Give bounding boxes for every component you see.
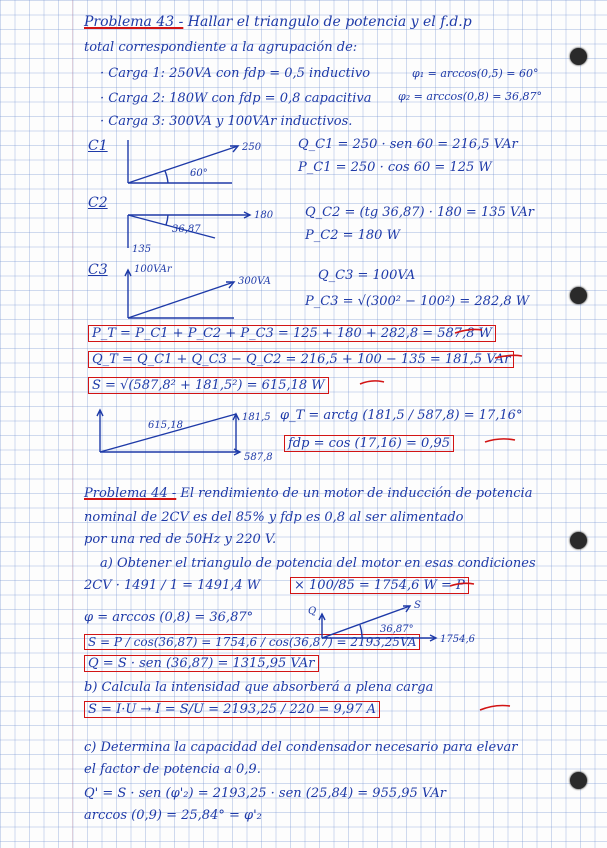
- p44-statement-3: por una red de 50Hz y 220 V.: [84, 532, 277, 547]
- p44-phi: φ = arccos (0,8) = 36,87°: [84, 610, 254, 625]
- c3-label: C3: [88, 262, 108, 278]
- st-total: S = √(587,8² + 181,5²) = 615,18 W: [88, 378, 329, 394]
- p43-phi2-note: φ₂ = arccos(0,8) = 36,87°: [398, 90, 543, 103]
- p44-part-c-2: el factor de potencia a 0,9.: [84, 762, 261, 777]
- tri-p-label: 587,8: [244, 452, 273, 463]
- tri-q-label: 181,5: [242, 412, 271, 423]
- p43-title: Problema 43 -: [84, 14, 184, 30]
- p44-calc-p: 2CV · 1491 / 1 = 1491,4 W: [84, 578, 261, 593]
- c1-label: C1: [88, 138, 108, 154]
- p44-tri-s: S: [414, 600, 421, 611]
- p44-c-calc-2: arccos (0,9) = 25,84° = φ'₂: [84, 808, 262, 823]
- p44-title: Problema 44 -: [84, 486, 177, 501]
- p44-calc-p2: × 100/85 = 1754,6 W = P: [290, 578, 469, 594]
- c2-p-label: 180: [254, 210, 274, 221]
- q3-calc: Q_C3 = 100VA: [318, 268, 416, 283]
- c2-angle: 36,87: [172, 224, 201, 235]
- c2-q-label: 135: [132, 244, 152, 255]
- q2-calc: Q_C2 = (tg 36,87) · 180 = 135 VAr: [305, 205, 534, 220]
- p44-s-calc: S = P / cos(36,87) = 1754,6 / cos(36,87) = 2193,25VA: [84, 634, 420, 650]
- p44-c-calc: Q' = S · sen (φ'₂) = 2193,25 · sen (25,84) = 955,95 VAr: [84, 786, 447, 801]
- p44-q-calc: Q = S · sen (36,87) = 1315,95 VAr: [84, 656, 319, 672]
- qt-total: Q_T = Q_C1 + Q_C3 − Q_C2 = 216,5 + 100 − 135 = 181,5 VAr: [88, 352, 514, 368]
- p44-tri-angle: 36,87°: [380, 624, 414, 635]
- p44-part-b: b) Calcula la intensidad que absorberá a plena carga: [84, 680, 434, 695]
- p44-tri-p: 1754,6: [440, 634, 475, 645]
- c3-q-label: 100VAr: [134, 264, 172, 275]
- phi-total-calc: φ_T = arctg (181,5 / 587,8) = 17,16°: [280, 408, 523, 423]
- c3-s-label: 300VA: [238, 276, 271, 287]
- c2-label: C2: [88, 195, 108, 211]
- p43-carga-2: · Carga 2: 180W con fdp = 0,8 capacitiva: [100, 91, 372, 106]
- p2-calc: P_C2 = 180 W: [305, 228, 400, 243]
- p44-statement-1: El rendimiento de un motor de inducción de potencia: [180, 486, 533, 501]
- tri-s-label: 615,18: [148, 420, 183, 431]
- p44-part-c-1: c) Determina la capacidad del condensador necesario para elevar: [84, 740, 518, 755]
- p43-phi1-note: φ₁ = arccos(0,5) = 60°: [412, 67, 539, 80]
- p43-statement-1: Hallar el triangulo de potencia y el f.d.p: [187, 14, 472, 30]
- p43-carga-1: · Carga 1: 250VA con fdp = 0,5 inductivo: [100, 66, 371, 81]
- p44-tri-q: Q: [308, 606, 317, 617]
- fdp-total: fdp = cos (17,16) = 0,95: [284, 436, 454, 452]
- p44-part-a: a) Obtener el triangulo de potencia del motor en esas condiciones: [100, 556, 536, 571]
- c1-magnitude: 250: [242, 142, 262, 153]
- c1-angle: 60°: [190, 168, 208, 179]
- p3-calc: P_C3 = √(300² − 100²) = 282,8 W: [305, 294, 530, 309]
- p1-calc: P_C1 = 250 · cos 60 = 125 W: [298, 160, 492, 175]
- q1-calc: Q_C1 = 250 · sen 60 = 216,5 VAr: [298, 137, 518, 152]
- p43-statement-2: total correspondiente a la agrupación de:: [84, 40, 358, 55]
- p43-carga-3: · Carga 3: 300VA y 100VAr inductivos.: [100, 114, 353, 129]
- p44-statement-2: nominal de 2CV es del 85% y fdp es 0,8 al ser alimentado: [84, 510, 464, 525]
- p44-b-calc: S = I·U → I = S/U = 2193,25 / 220 = 9,97 A: [84, 702, 380, 718]
- pt-total: P_T = P_C1 + P_C2 + P_C3 = 125 + 180 + 282,8 = 587,8 W: [88, 326, 496, 342]
